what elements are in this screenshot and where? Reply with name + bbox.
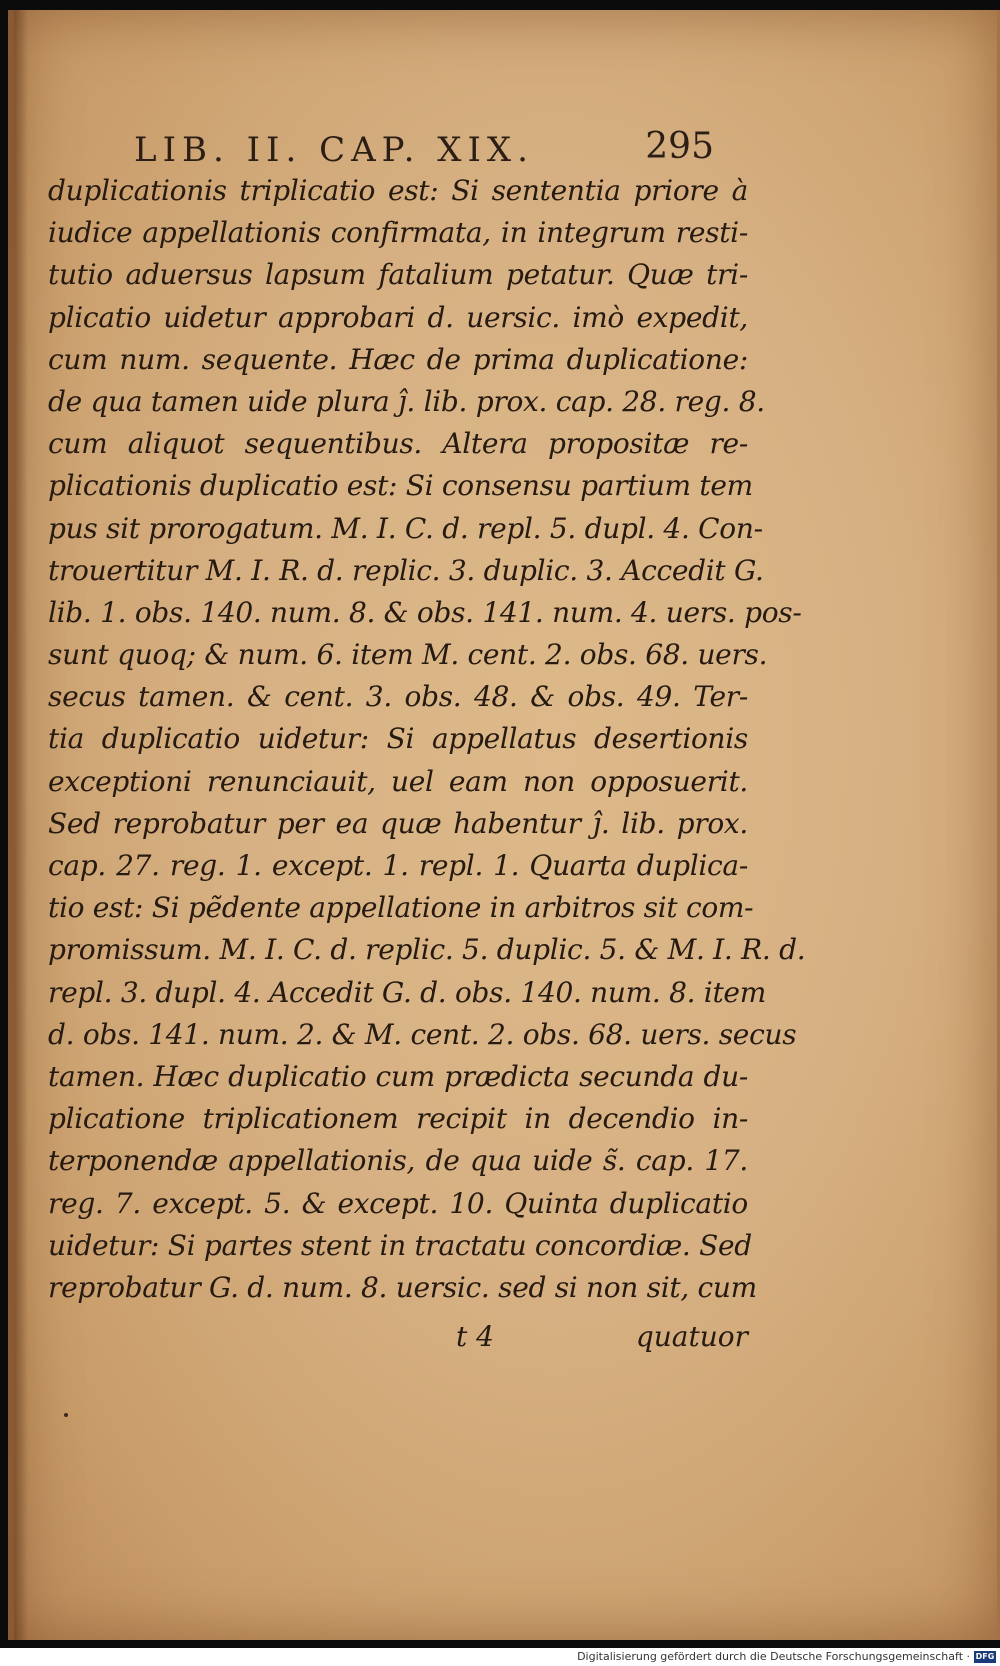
text-line: trouertitur M. I. R. d. replic. 3. duplic. 3. Accedit G. [48, 553, 764, 587]
text-line: iudice appellationis confirmata, in integrum resti- [48, 216, 748, 250]
text-line: duplicationis triplicatio est: Si sententia priore à [48, 174, 748, 207]
text-line: cum num. sequente. Hæc de prima duplicatione: [48, 342, 748, 376]
text-line: terponendæ appellationis, de qua uide s̃. cap. 17. [48, 1144, 748, 1178]
text-line: pus sit prorogatum. M. I. C. d. repl. 5. dupl. 4. Con- [48, 511, 763, 545]
text-line: de qua tamen uide plura ĵ. lib. prox. cap. 28. reg. 8. [48, 384, 765, 418]
page-footer [48, 1320, 748, 1364]
text-line: cap. 27. reg. 1. except. 1. repl. 1. Quarta duplica- [48, 849, 748, 882]
book-page [8, 10, 1000, 1640]
text-line: repl. 3. dupl. 4. Accedit G. d. obs. 140. num. 8. item [48, 975, 766, 1009]
text-line: tia duplicatio uidetur: Si appellatus desertionis [48, 722, 748, 756]
text-line: sunt quoq; & num. 6. item M. cent. 2. obs. 68. uers. [48, 638, 768, 672]
credit-bar [0, 1648, 1000, 1666]
text-line: promissum. M. I. C. d. replic. 5. duplic. 5. & M. I. R. d. [48, 933, 806, 967]
text-line: reg. 7. except. 5. & except. 10. Quinta duplicatio [48, 1186, 748, 1220]
dfg-logo-icon: DFG [975, 1652, 995, 1661]
text-line: tio est: Si pẽdente appellatione in arbitros sit com- [48, 891, 754, 925]
text-line: Sed reprobatur per ea quæ habentur ĵ. lib. prox. [48, 806, 748, 840]
text-line: lib. 1. obs. 140. num. 8. & obs. 141. num. 4. uers. pos- [48, 595, 802, 629]
text-line: uidetur: Si partes stent in tractatu concordiæ. Sed [48, 1228, 752, 1262]
digitization-credit: Digitalisierung gefördert durch die Deutsche Forschungsgemeinschaft · [577, 1650, 970, 1663]
text-line: plicatione triplicationem recipit in decendio in- [48, 1102, 748, 1136]
text-line: tamen. Hæc duplicatio cum prædicta secunda du- [48, 1059, 748, 1093]
body-text [48, 170, 806, 1309]
signature-mark: t 4 [456, 1320, 494, 1353]
text-line: exceptioni renunciauit, uel eam non opposuerit. [48, 764, 748, 798]
text-line: secus tamen. & cent. 3. obs. 48. & obs. 49. Ter- [48, 680, 748, 714]
catchword: quatuor [635, 1320, 748, 1353]
text-line: plicationis duplicatio est: Si consensu partium tem [48, 469, 753, 503]
text-line: cum aliquot sequentibus. Altera propositæ re- [48, 427, 748, 461]
text-line: reprobatur G. d. num. 8. uersic. sed si non sit, cum [48, 1270, 757, 1304]
running-head: LIB. II. CAP. XIX. [134, 130, 534, 170]
ink-speck [64, 1413, 68, 1417]
text-line: d. obs. 141. num. 2. & M. cent. 2. obs. 68. uers. secus [48, 1017, 797, 1051]
page-binding-shadow [14, 10, 28, 1640]
text-line: tutio aduersus lapsum fatalium petatur. Quæ tri- [48, 258, 748, 292]
text-line: plicatio uidetur approbari d. uersic. imò expedit, [48, 300, 748, 334]
page-header [134, 122, 714, 172]
page-number: 295 [645, 126, 714, 167]
